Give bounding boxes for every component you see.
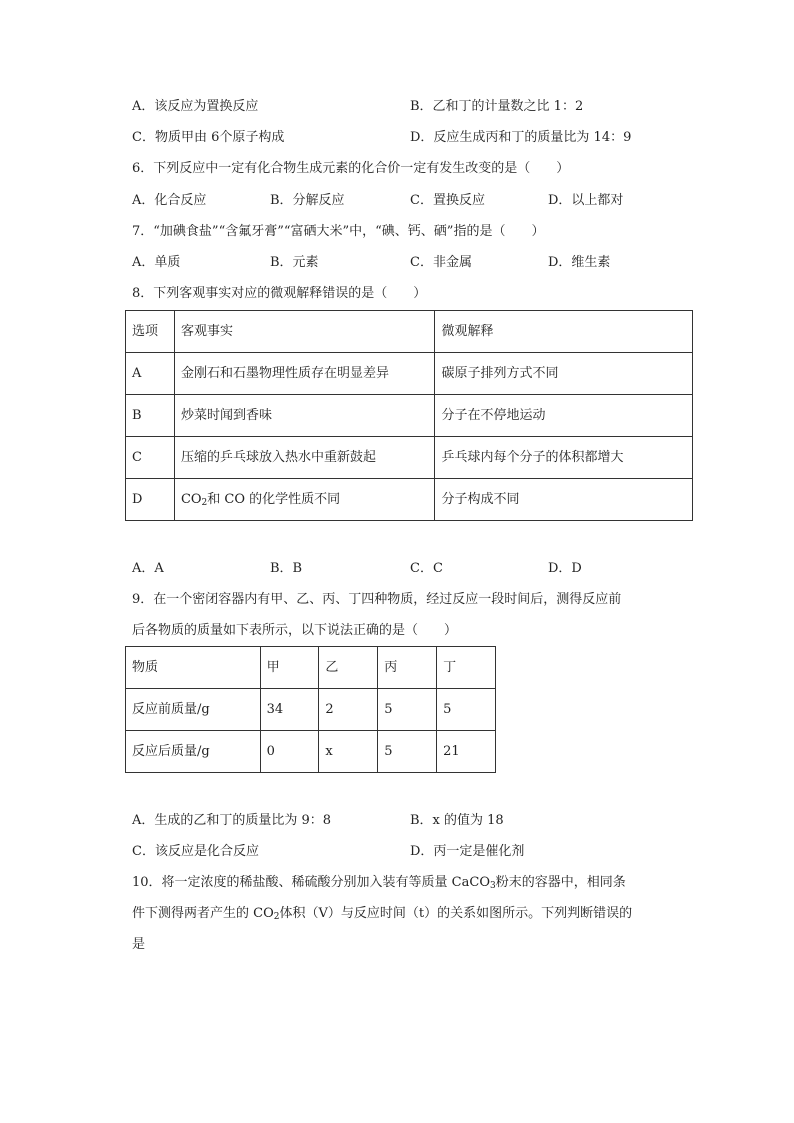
q10-text: 粉末的容器中，相同条 [495,875,626,890]
q9-cell: 5 [437,689,496,731]
q7-option-d: D．维生素 [548,255,611,270]
q8-option-b: B．B [270,561,303,576]
q8-cell-explain: 分子构成不同 [435,479,693,521]
q10-stem-line1 [132,874,626,892]
q9-header-bing: 丙 [378,647,437,689]
q9-option-a: A．生成的乙和丁的质量比为 9：8 [132,813,332,828]
q10-text: 10．将一定浓度的稀盐酸、稀硫酸分别加入装有等质量 CaCO [132,875,490,890]
q7-option-b: B．元素 [270,255,319,270]
q9-cell: 2 [319,689,378,731]
q9-header-jia: 甲 [260,647,319,689]
q6-option-d: D．以上都对 [548,193,624,208]
q8-option-a: A．A [132,561,164,576]
q9-cell: 5 [378,689,437,731]
q10-text: 体积（V）与反应时间（t）的关系如图所示。下列判断错误的 [279,906,633,921]
q8-cell-explain: 碳原子排列方式不同 [435,353,693,395]
q9-table [125,646,496,773]
q6-stem: 6．下列反应中一定有化合物生成元素的化合价一定有发生改变的是（ ） [132,161,570,176]
q9-option-d: D．丙一定是催化剂 [410,844,525,859]
q10-stem-line2 [132,905,632,923]
co2-formula: CO [180,491,202,507]
q8-cell-fact: 炒菜时闻到香味 [174,395,435,437]
table-row [126,395,693,437]
q7-option-c: C．非金属 [410,255,472,270]
q8-cell-option: A [126,353,175,395]
q8-header-fact: 客观事实 [174,311,435,353]
q8-header-explain: 微观解释 [435,311,693,353]
q8-cell-fact: 金刚石和石墨物理性质存在明显差异 [174,353,435,395]
q5-option-a: A．该反应为置换反应 [132,99,259,114]
subscript-3: 3 [489,881,496,891]
q8-cell-option: D [126,479,175,521]
q7-option-a: A．单质 [132,255,181,270]
subscript-2: 2 [273,912,280,922]
q9-stem-line1: 9．在一个密闭容器内有甲、乙、丙、丁四种物质，经过反应一段时间后，测得反应前 [132,592,622,607]
q9-cell: 21 [437,731,496,773]
q8-cell-fact: 压缩的乒乓球放入热水中重新鼓起 [174,437,435,479]
q8-cell-explain: 分子在不停地运动 [435,395,693,437]
q6-option-c: C．置换反应 [410,193,485,208]
q5-option-b: B．乙和丁的计量数之比 1：2 [410,99,584,114]
fact-text: 和 CO 的化学性质不同 [207,491,341,507]
q9-cell: 34 [260,689,319,731]
q8-header-row [126,311,693,353]
q9-row-label: 反应后质量/g [126,731,261,773]
q6-option-a: A．化合反应 [132,193,207,208]
table-row [126,689,496,731]
q8-cell-explain: 乒乓球内每个分子的体积都增大 [435,437,693,479]
q9-header-row [126,647,496,689]
q8-cell-option: C [126,437,175,479]
q8-cell-fact [174,479,435,521]
q6-option-b: B．分解反应 [270,193,345,208]
q8-table [125,310,693,521]
subscript-2: 2 [201,497,208,508]
q5-option-d: D．反应生成丙和丁的质量比为 14：9 [410,130,632,145]
q9-cell: 5 [378,731,437,773]
q8-stem: 8．下列客观事实对应的微观解释错误的是（ ） [132,286,427,301]
q9-cell: 0 [260,731,319,773]
table-row [126,353,693,395]
q9-header-ding: 丁 [437,647,496,689]
q9-cell: x [319,731,378,773]
q8-option-d: D．D [548,561,582,576]
q9-header-yi: 乙 [319,647,378,689]
q8-cell-option: B [126,395,175,437]
q9-option-b: B．x 的值为 18 [410,813,504,828]
q7-stem: 7．“加碘食盐”“含氟牙膏”“富硒大米”中，“碘、钙、硒”指的是（ ） [132,224,545,239]
table-row [126,479,693,521]
q9-stem-line2: 后各物质的质量如下表所示，以下说法正确的是（ ） [132,623,458,638]
q10-stem-line3: 是 [132,937,146,952]
q8-header-option: 选项 [126,311,175,353]
q9-row-label: 反应前质量/g [126,689,261,731]
q9-option-c: C．该反应是化合反应 [132,844,259,859]
table-row [126,437,693,479]
q9-header-substance: 物质 [126,647,261,689]
q5-option-c: C．物质甲由 6个原子构成 [132,130,285,145]
q10-text: 件下测得两者产生的 CO [132,906,274,921]
q8-option-c: C．C [410,561,443,576]
table-row [126,731,496,773]
